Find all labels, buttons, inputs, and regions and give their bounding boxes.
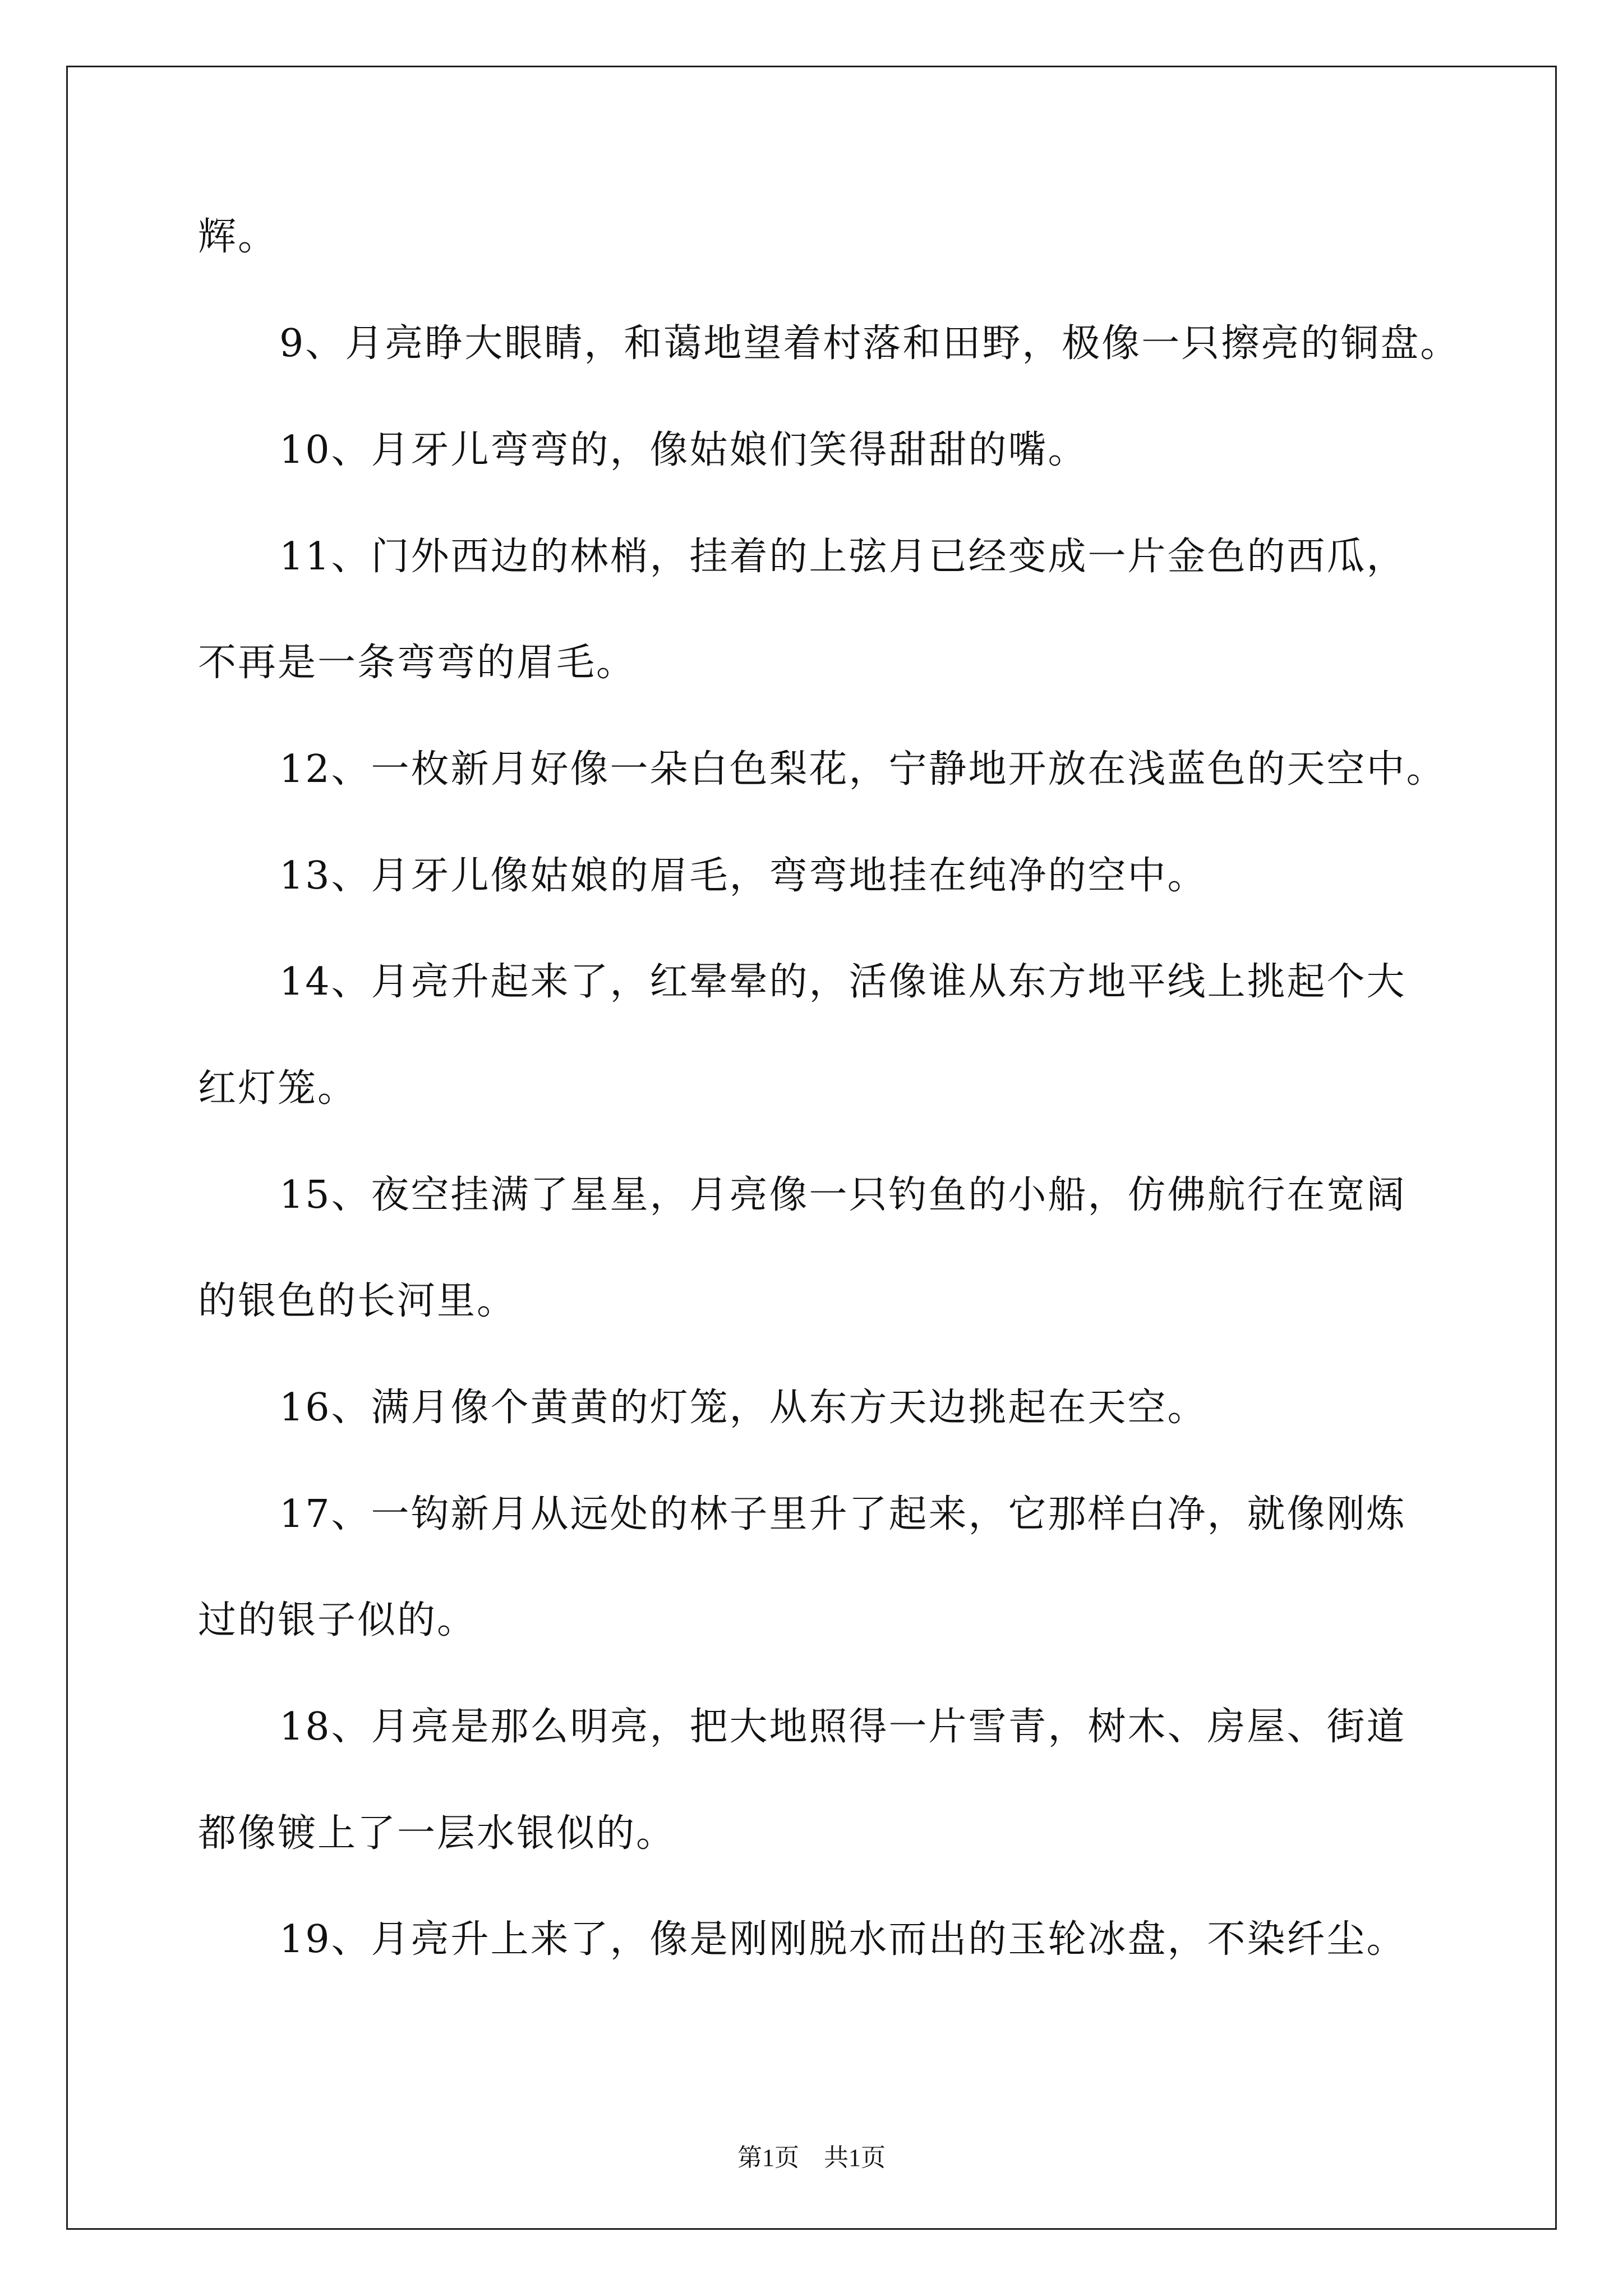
text-line: 都像镀上了一层水银似的。: [198, 1811, 676, 1856]
text-line: 红灯笼。: [198, 1066, 358, 1111]
text-line: 19、月亮升上来了，像是刚刚脱水而出的玉轮冰盘，不染纤尘。: [279, 1917, 1407, 1962]
page-footer: 第1页 共1页: [737, 2144, 886, 2171]
text-line: 不再是一条弯弯的眉毛。: [198, 641, 637, 685]
text-line: 10、月牙儿弯弯的，像姑娘们笑得甜甜的嘴。: [279, 428, 1088, 472]
page-border: [66, 66, 1557, 2230]
text-line: 11、门外西边的林梢，挂着的上弦月已经变成一片金色的西瓜，: [279, 535, 1407, 579]
text-line: 17、一钩新月从远处的林子里升了起来，它那样白净，就像刚炼: [279, 1492, 1407, 1536]
text-line: 13、月牙儿像姑娘的眉毛，弯弯地挂在纯净的空中。: [279, 854, 1207, 898]
text-line: 16、满月像个黄黄的灯笼，从东方天边挑起在天空。: [279, 1386, 1207, 1430]
text-line: 过的银子似的。: [198, 1598, 477, 1642]
text-line: 9、月亮睁大眼睛，和蔼地望着村落和田野，极像一只擦亮的铜盘。: [279, 321, 1460, 366]
text-line: 15、夜空挂满了星星，月亮像一只钓鱼的小船，仿佛航行在宽阔: [279, 1173, 1407, 1217]
text-line: 12、一枚新月好像一朵白色梨花，宁静地开放在浅蓝色的天空中。: [279, 747, 1446, 792]
text-line: 18、月亮是那么明亮，把大地照得一片雪青，树木、房屋、街道: [279, 1705, 1407, 1749]
text-line: 辉。: [198, 215, 278, 259]
text-line: 的银色的长河里。: [198, 1279, 517, 1323]
text-line: 14、月亮升起来了，红晕晕的，活像谁从东方地平线上挑起个大: [279, 960, 1407, 1004]
